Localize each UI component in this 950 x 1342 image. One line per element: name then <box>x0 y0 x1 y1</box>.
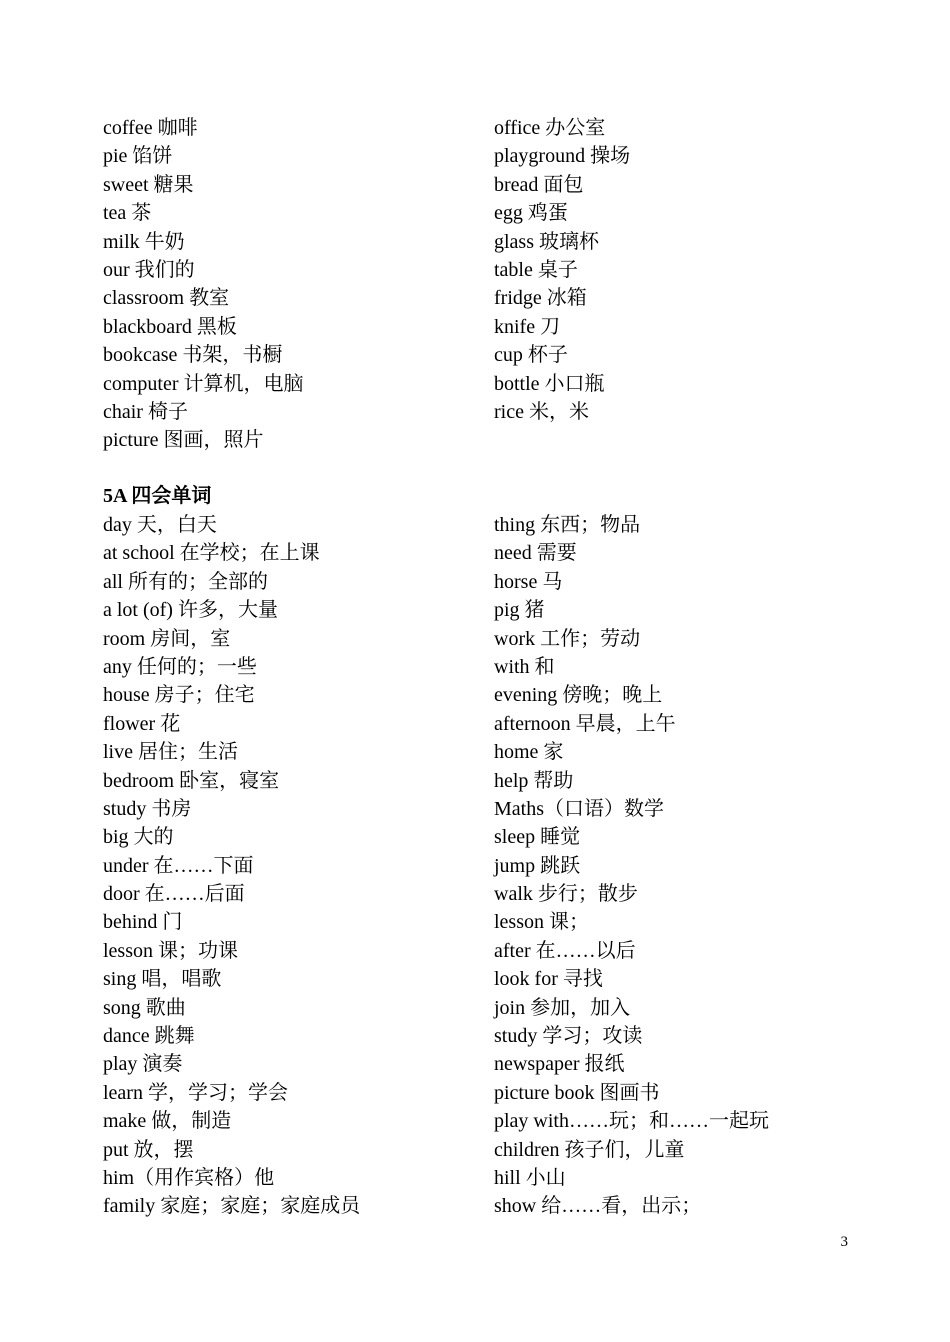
vocab-item: song 歌曲 <box>103 996 186 1019</box>
vocab-item: picture book 图画书 <box>494 1081 660 1104</box>
vocab-item: classroom 教室 <box>103 287 230 310</box>
vocab-item: door 在……后面 <box>103 883 245 906</box>
vocab-item: play with……玩；和……一起玩 <box>494 1110 769 1133</box>
vocab-item: jump 跳跃 <box>494 854 581 877</box>
vocab-item: sweet 糖果 <box>103 173 194 196</box>
vocab-item: flower 花 <box>103 712 181 735</box>
vocab-item: computer 计算机，电脑 <box>103 372 304 395</box>
vocab-item: all 所有的；全部的 <box>103 570 268 593</box>
vocab-item: bookcase 书架，书橱 <box>103 344 283 367</box>
vocab-item: milk 牛奶 <box>103 230 185 253</box>
vocab-list-top-right <box>494 114 630 426</box>
vocab-item: bottle 小口瓶 <box>494 372 605 395</box>
vocab-item: house 房子；住宅 <box>103 684 255 707</box>
vocab-item: play 演奏 <box>103 1053 183 1076</box>
vocab-item: tea 茶 <box>103 202 152 225</box>
vocab-item: pie 馅饼 <box>103 145 173 168</box>
vocab-item: day 天，白天 <box>103 514 217 536</box>
vocab-item: study 书房 <box>103 797 192 820</box>
section-heading-5a: 5A 四会单词 <box>103 485 212 507</box>
vocab-item: blackboard 黑板 <box>103 315 237 338</box>
vocab-item: walk 步行；散步 <box>494 883 638 906</box>
vocab-item: thing 东西；物品 <box>494 514 641 536</box>
vocab-item: bread 面包 <box>494 173 584 196</box>
vocab-item: family 家庭；家庭；家庭成员 <box>103 1195 361 1218</box>
vocab-item: room 房间，室 <box>103 627 231 650</box>
vocab-item: playground 操场 <box>494 145 631 168</box>
vocab-item: live 居住；生活 <box>103 741 238 764</box>
vocab-item: make 做，制造 <box>103 1110 232 1133</box>
vocab-item: glass 玻璃杯 <box>494 230 599 253</box>
vocab-item: egg 鸡蛋 <box>494 202 568 225</box>
vocab-item: cup 杯子 <box>494 344 568 367</box>
vocab-item: afternoon 早晨，上午 <box>494 712 676 735</box>
vocab-item: big 大的 <box>103 826 174 849</box>
vocab-item: under 在……下面 <box>103 854 254 877</box>
vocab-item: learn 学，学习；学会 <box>103 1081 288 1104</box>
vocab-item: at school 在学校；在上课 <box>103 542 320 565</box>
vocab-item: work 工作；劳动 <box>494 627 641 650</box>
vocab-item: picture 图画，照片 <box>103 429 264 452</box>
vocab-item: knife 刀 <box>494 315 561 338</box>
vocab-item: newspaper 报纸 <box>494 1053 625 1076</box>
vocab-item: rice 米，米 <box>494 400 589 423</box>
vocab-item: bedroom 卧室，寝室 <box>103 769 280 792</box>
page-number: 3 <box>840 1234 848 1250</box>
vocab-item: any 任何的；一些 <box>103 655 257 678</box>
vocab-item: help 帮助 <box>494 769 574 792</box>
vocab-item: need 需要 <box>494 542 577 565</box>
vocab-item: pig 猪 <box>494 599 545 622</box>
vocab-item: join 参加，加入 <box>494 996 631 1019</box>
vocab-item: hill 小山 <box>494 1166 566 1189</box>
vocab-item: chair 椅子 <box>103 400 188 423</box>
vocab-item: a lot (of) 许多，大量 <box>103 599 278 622</box>
vocab-item: put 放，摆 <box>103 1138 194 1161</box>
vocab-list-top-left <box>103 114 304 455</box>
vocab-item: lesson 课；功课 <box>103 939 238 962</box>
vocab-item: sing 唱，唱歌 <box>103 968 222 991</box>
vocab-item: our 我们的 <box>103 258 195 281</box>
vocab-item: home 家 <box>494 741 564 764</box>
vocab-item: coffee 咖啡 <box>103 117 198 139</box>
vocab-item: after 在……以后 <box>494 939 636 962</box>
vocab-item: Maths（口语）数学 <box>494 797 664 820</box>
vocab-item: office 办公室 <box>494 117 606 139</box>
vocab-item: sleep 睡觉 <box>494 826 581 849</box>
vocab-item: with 和 <box>494 655 555 678</box>
vocab-item: dance 跳舞 <box>103 1025 195 1048</box>
vocab-item: study 学习；攻读 <box>494 1025 643 1048</box>
vocab-item: look for 寻找 <box>494 968 603 991</box>
vocab-item: behind 门 <box>103 911 183 934</box>
vocab-item: fridge 冰箱 <box>494 287 587 310</box>
vocab-list-5a-left <box>103 511 360 1221</box>
vocab-item: him（用作宾格）他 <box>103 1166 275 1189</box>
vocab-item: horse 马 <box>494 570 563 593</box>
vocab-item: table 桌子 <box>494 258 578 281</box>
vocab-item: children 孩子们，儿童 <box>494 1138 685 1161</box>
vocab-list-5a-right <box>494 511 769 1221</box>
vocab-item: lesson 课； <box>494 911 589 934</box>
vocab-item: evening 傍晚；晚上 <box>494 684 663 707</box>
vocab-item: show 给……看，出示； <box>494 1195 702 1218</box>
